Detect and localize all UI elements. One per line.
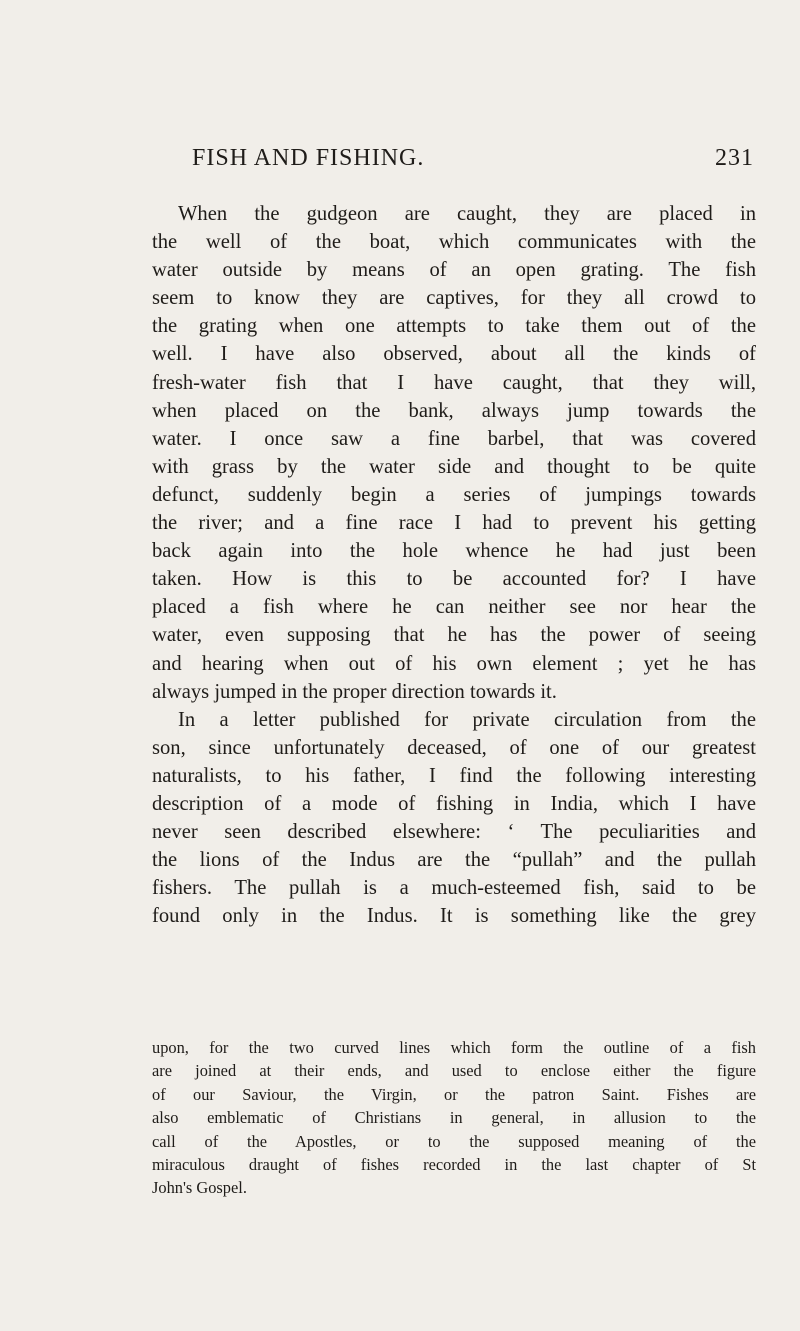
text-line: found only in the Indus. It is something like the grey	[152, 905, 756, 928]
footnote-line: are joined at their ends, and used to enclose either the figure	[152, 1061, 756, 1081]
footnote-line: also emblematic of Christians in general, in allusion to the	[152, 1108, 756, 1128]
text-line: description of a mode of fishing in India, which I have	[152, 792, 756, 815]
text-line: placed a fish where he can neither see nor hear the	[152, 596, 756, 619]
text-line: back again into the hole whence he had just been	[152, 540, 756, 563]
text-line: seem to know they are captives, for they all crowd to	[152, 287, 756, 310]
footnote-line: miraculous draught of fishes recorded in the last chapter of St	[152, 1154, 756, 1174]
text-line: water, even supposing that he has the power of seeing	[152, 624, 756, 647]
text-line: When the gudgeon are caught, they are placed in	[178, 203, 756, 225]
running-title: FISH AND FISHING.	[192, 145, 425, 171]
text-line: the river; and a fine race I had to prevent his getting	[152, 512, 756, 535]
text-line: never seen described elsewhere: ‘ The peculiarities and	[152, 821, 756, 844]
text-line: water. I once saw a fine barbel, that was covered	[152, 427, 756, 450]
text-line: always jumped in the proper direction towards it.	[152, 680, 557, 703]
text-line: when placed on the bank, always jump towards the	[152, 399, 756, 422]
text-line: the grating when one attempts to take them out of the	[152, 315, 756, 338]
page-number: 231	[715, 145, 754, 171]
footnote-line: John's Gospel.	[152, 1178, 247, 1198]
footnote-line: of our Saviour, the Virgin, or the patron Saint. Fishes are	[152, 1084, 756, 1104]
footnote	[152, 1036, 756, 1200]
text-line: fresh-water fish that I have caught, that they will,	[152, 371, 756, 394]
footnote-line: upon, for the two curved lines which form the outline of a fish	[152, 1038, 756, 1057]
text-line: well. I have also observed, about all the kinds of	[152, 343, 756, 366]
text-line: the well of the boat, which communicates with the	[152, 231, 756, 254]
text-line: In a letter published for private circulation from the	[178, 708, 756, 731]
text-line: water outside by means of an open grating. The fish	[152, 259, 756, 282]
text-line: with grass by the water side and thought to be quite	[152, 455, 756, 478]
text-line: naturalists, to his father, I find the following interesting	[152, 764, 756, 787]
text-line: defunct, suddenly begin a series of jumpings towards	[152, 483, 756, 506]
text-line: and hearing when out of his own element ; yet he has	[152, 652, 756, 675]
text-line: fishers. The pullah is a much-esteemed fish, said to be	[152, 877, 756, 900]
footnote-line: call of the Apostles, or to the supposed meaning of the	[152, 1131, 756, 1151]
running-head	[192, 145, 754, 179]
text-line: the lions of the Indus are the “pullah” and the pullah	[152, 849, 756, 872]
main-text	[152, 200, 756, 930]
text-line: son, since unfortunately deceased, of one of our greatest	[152, 736, 756, 759]
text-line: taken. How is this to be accounted for? I have	[152, 568, 756, 591]
